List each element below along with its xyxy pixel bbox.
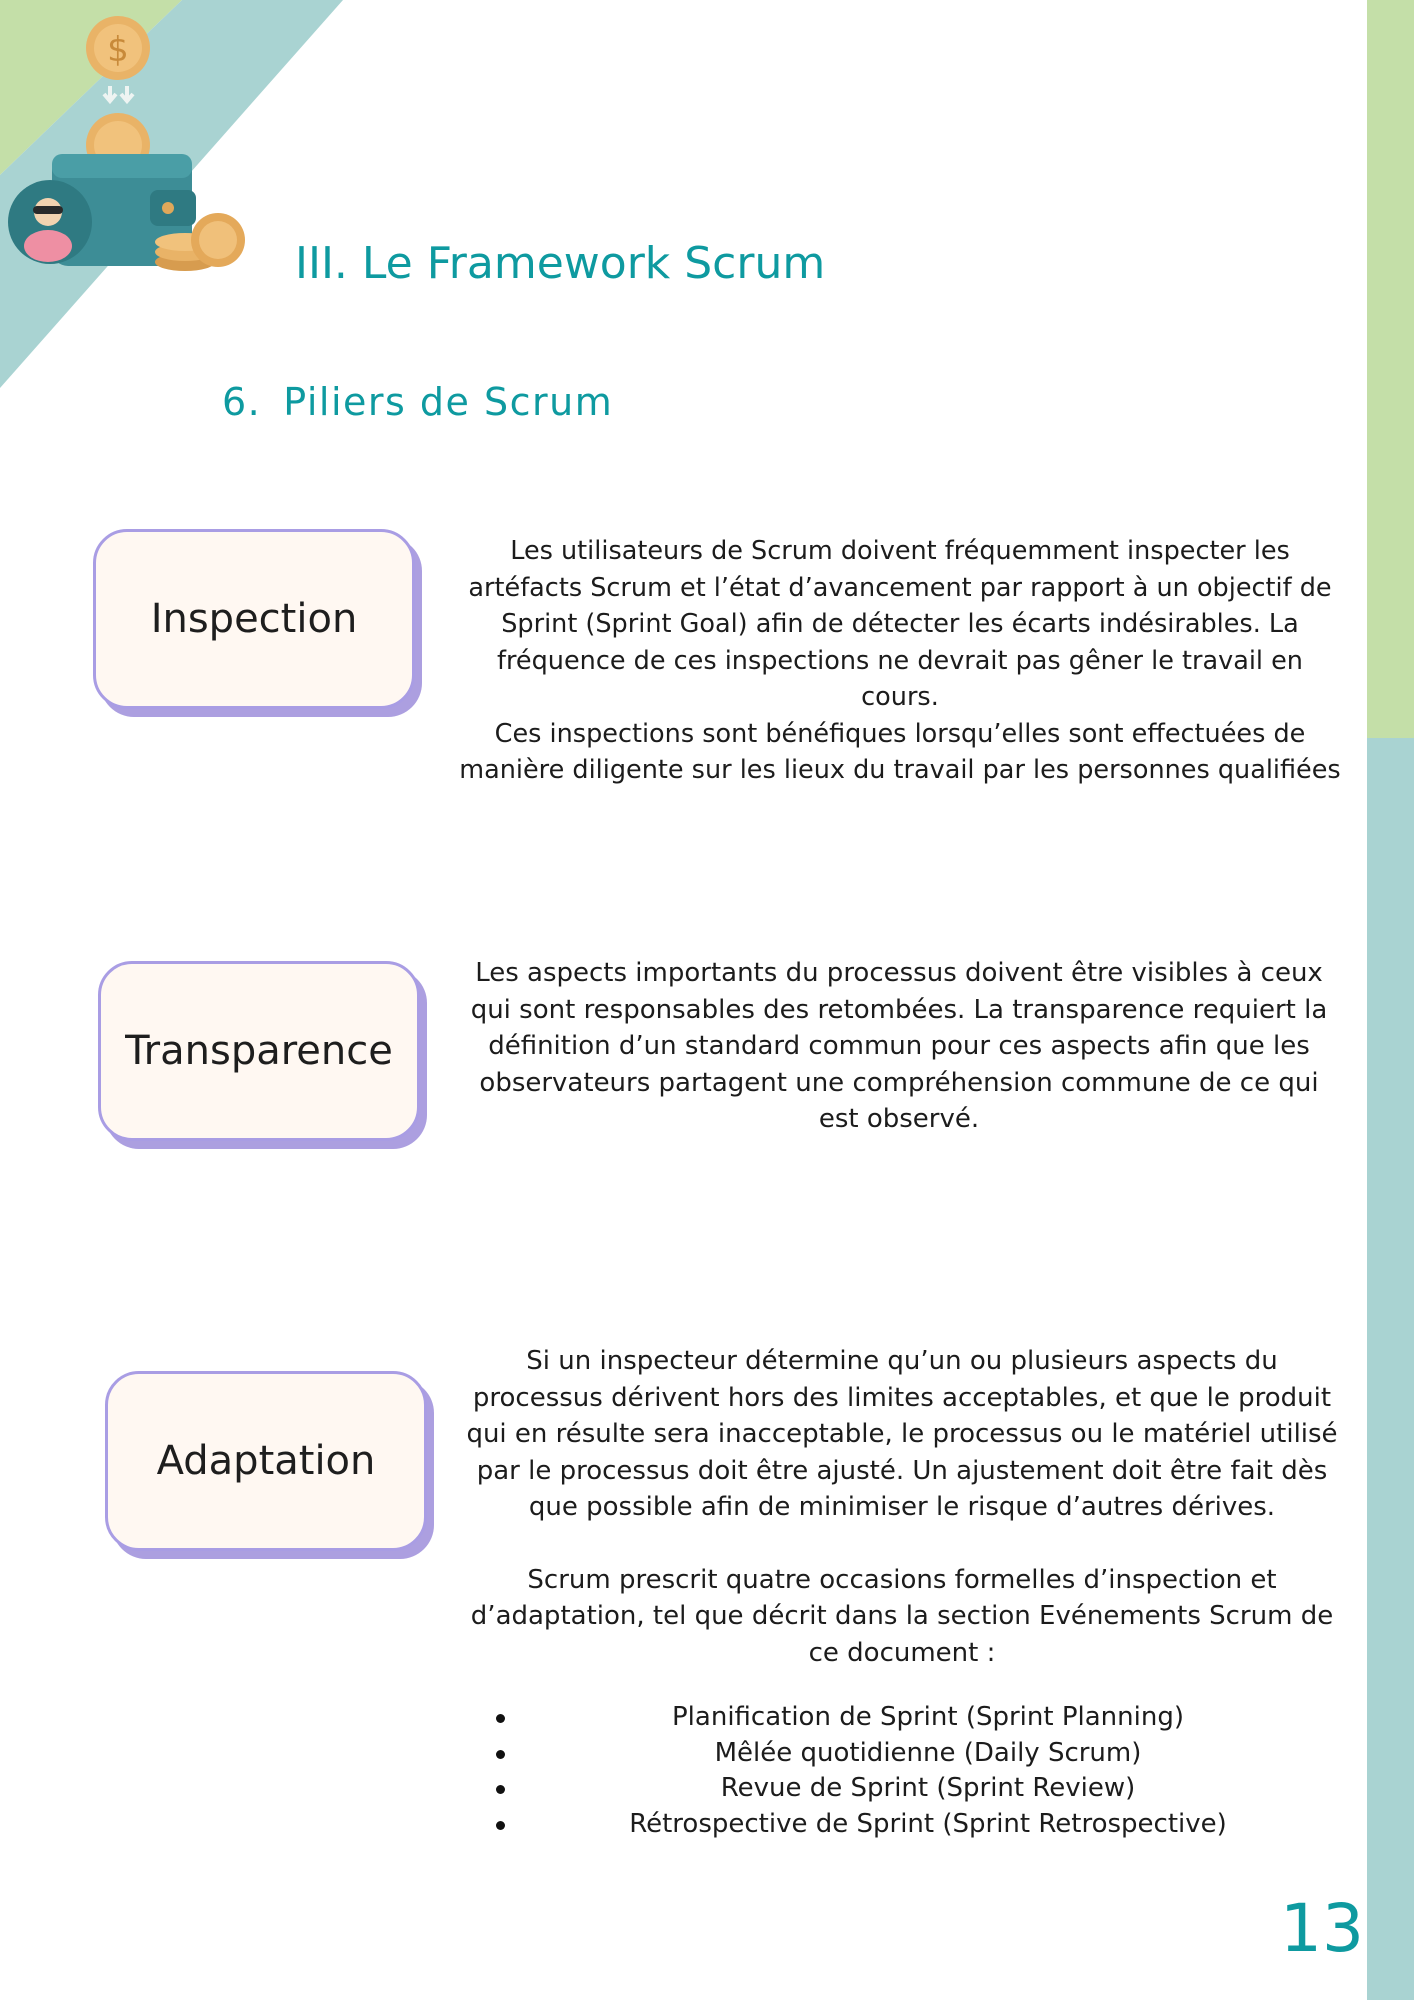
text-line: Les aspects importants du processus doivent être visibles à ceux — [475, 958, 1323, 988]
text-line: processus dérivent hors des limites acceptables, et que le produit — [472, 1382, 1332, 1413]
list-item: Planification de Sprint (Sprint Planning) — [488, 1700, 1328, 1736]
pillar-description-adaptation — [462, 1343, 1342, 1671]
text-line: Si un inspecteur détermine qu’un ou plusieurs aspects du — [526, 1346, 1278, 1376]
svg-text:$: $ — [107, 30, 129, 70]
pillar-box-transparence — [98, 961, 420, 1141]
list-item: Revue de Sprint (Sprint Review) — [488, 1771, 1328, 1807]
text-line: définition d’un standard commun pour ces aspects afin que les — [488, 1031, 1310, 1061]
pillar-description-transparence — [459, 955, 1339, 1138]
text-line: qui sont responsables des retombées. La transparence requiert la — [470, 994, 1328, 1025]
text-line: par le processus doit être ajusté. Un ajustement doit être fait dès — [476, 1455, 1328, 1486]
section-title — [222, 380, 613, 424]
list-item: Rétrospective de Sprint (Sprint Retrospective) — [488, 1807, 1328, 1843]
text-line: d’adaptation, tel que décrit dans la section Evénements Scrum de — [470, 1601, 1334, 1631]
text-line: artéfacts Scrum et l’état d’avancement par rapport à un objectif de — [468, 572, 1332, 603]
text-line: ce document : — [808, 1637, 996, 1668]
text-line: manière diligente sur les lieux du travail par les personnes qualifiées — [459, 755, 1341, 785]
scrum-events-list — [488, 1700, 1328, 1842]
paragraph-gap — [462, 1526, 1342, 1562]
text-line: Scrum prescrit quatre occasions formelles d’inspection et — [527, 1564, 1277, 1595]
text-line: Sprint (Sprint Goal) afin de détecter les écarts indésirables. La — [501, 609, 1299, 639]
chapter-title: III. Le Framework Scrum — [295, 238, 826, 289]
pillar-box-adaptation — [105, 1371, 427, 1551]
pillar-box-inspection — [93, 529, 415, 709]
section-number: 6. — [222, 380, 262, 424]
text-line: fréquence de ces inspections ne devrait pas gêner le travail en cours. — [497, 645, 1303, 712]
pillar-label: Adaptation — [156, 1438, 376, 1484]
pillar-label: Transparence — [125, 1028, 393, 1074]
list-item: Mêlée quotidienne (Daily Scrum) — [488, 1736, 1328, 1772]
side-strip-green — [1367, 0, 1414, 738]
corner-decoration — [0, 0, 360, 400]
text-line: Ces inspections sont bénéfiques lorsqu’elles sont effectuées de — [494, 718, 1306, 749]
text-line: que possible afin de minimiser le risque d’autres dérives. — [528, 1492, 1276, 1522]
text-line: qui en résulte sera inacceptable, le processus ou le matériel utilisé — [466, 1419, 1338, 1449]
pillar-label: Inspection — [150, 596, 358, 642]
text-line: Les utilisateurs de Scrum doivent fréquemment inspecter les — [510, 536, 1290, 566]
side-strip-teal — [1367, 738, 1414, 2000]
page-number: 13 — [1280, 1890, 1364, 1967]
section-title-text: Piliers de Scrum — [283, 380, 614, 424]
text-line: est observé. — [818, 1104, 980, 1134]
text-line: observateurs partagent une compréhension commune de ce qui — [479, 1067, 1319, 1098]
pillar-description-inspection — [455, 533, 1345, 789]
